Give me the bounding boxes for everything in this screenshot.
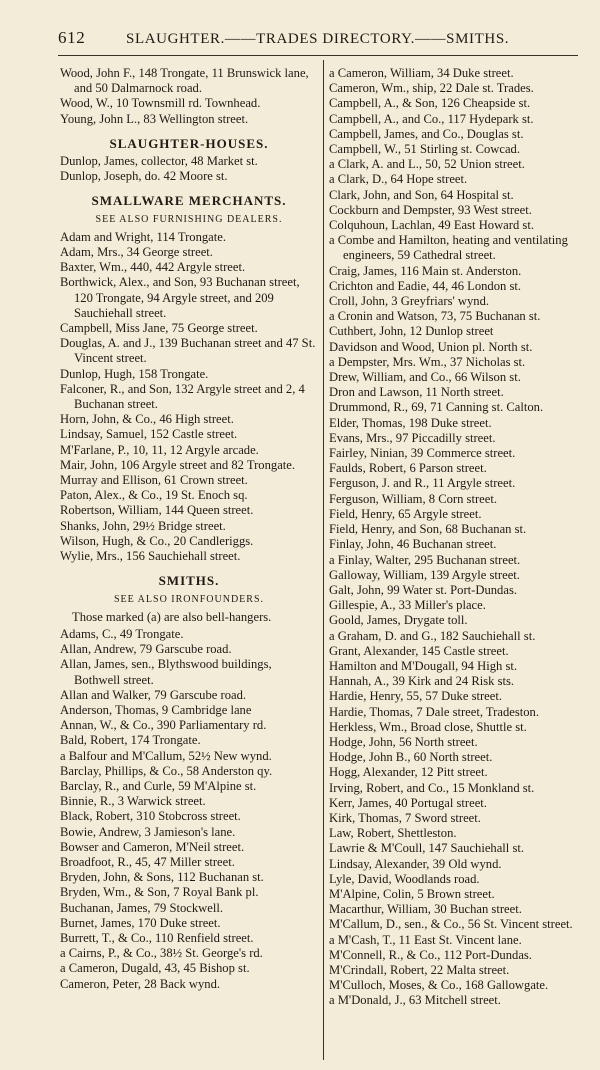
header-rule — [58, 55, 578, 56]
directory-entry: Wylie, Mrs., 156 Sauchiehall street. — [60, 549, 241, 564]
section-heading-smiths: SMITHS. — [158, 573, 220, 589]
directory-entry: Murray and Ellison, 61 Crown street. — [60, 473, 248, 488]
directory-entry: Ferguson, William, 8 Corn street. — [329, 491, 497, 506]
directory-entry: Dunlop, Hugh, 158 Trongate. — [60, 366, 209, 381]
left-column — [60, 66, 318, 992]
directory-entry: Hamilton and M'Dougall, 94 High st. — [329, 658, 518, 673]
directory-entry: Faulds, Robert, 6 Parson street. — [329, 461, 487, 476]
directory-entry: Lawrie & M'Coull, 147 Sauchiehall st. — [329, 841, 524, 856]
directory-entry: Horn, John, & Co., 46 High street. — [60, 412, 234, 427]
column-divider — [323, 60, 324, 1060]
directory-entry: Barclay, Phillips, & Co., 58 Anderston qy. — [60, 763, 273, 778]
smiths-list-continued — [329, 66, 581, 1009]
directory-entry: Adam, Mrs., 34 George street. — [60, 245, 213, 260]
directory-entry: Burrett, T., & Co., 110 Renfield street. — [60, 930, 254, 945]
directory-entry: Crichton and Eadie, 44, 46 London st. — [329, 278, 522, 293]
running-header — [58, 28, 578, 48]
directory-entry: a M'Cash, T., 11 East St. Vincent lane. — [329, 932, 522, 947]
directory-entry: Hodge, John, 56 North street. — [329, 734, 478, 749]
directory-entry: a Finlay, Walter, 295 Buchanan street. — [329, 552, 521, 567]
directory-entry: a Dempster, Mrs. Wm., 37 Nicholas st. — [329, 354, 526, 369]
directory-entry: Cameron, Wm., ship, 22 Dale st. Trades. — [329, 81, 534, 96]
directory-entry: Campbell, James, and Co., Douglas st. — [329, 126, 524, 141]
directory-entry: Field, Henry, 65 Argyle street. — [329, 506, 482, 521]
directory-entry: Davidson and Wood, Union pl. North st. — [329, 339, 533, 354]
directory-entry: Cockburn and Dempster, 93 West street. — [329, 202, 532, 217]
smiths-see-also: SEE ALSO IRONFOUNDERS. — [113, 593, 265, 605]
directory-entry: Baxter, Wm., 440, 442 Argyle street. — [60, 260, 246, 275]
directory-entry: a Cairns, P., & Co., 38½ St. George's rd. — [60, 946, 263, 961]
directory-entry: a Balfour and M'Callum, 52½ New wynd. — [60, 748, 272, 763]
directory-entry: Bryden, Wm., & Son, 7 Royal Bank pl. — [60, 885, 259, 900]
directory-entry: Irving, Robert, and Co., 15 Monkland st. — [329, 780, 535, 795]
directory-entry: a Combe and Hamilton, heating and ventilating engineers, 59 Cathedral street. — [329, 233, 568, 263]
directory-entry: Annan, W., & Co., 390 Parliamentary rd. — [60, 718, 267, 733]
directory-entry: Finlay, John, 46 Buchanan street. — [329, 537, 497, 552]
directory-entry: M'Alpine, Colin, 5 Brown street. — [329, 886, 495, 901]
directory-entry: Bald, Robert, 174 Trongate. — [60, 733, 201, 748]
directory-entry: Barclay, R., and Curle, 59 M'Alpine st. — [60, 778, 257, 793]
directory-entry: Lindsay, Alexander, 39 Old wynd. — [329, 856, 502, 871]
directory-entry: Bowie, Andrew, 3 Jamieson's lane. — [60, 824, 236, 839]
smiths-list — [60, 627, 318, 992]
directory-entry: M'Culloch, Moses, & Co., 168 Gallowgate. — [329, 978, 549, 993]
directory-entry: Wood, John F., 148 Trongate, 11 Brunswick lane, and 50 Dalmarnock road. — [60, 66, 309, 96]
directory-entry: Adams, C., 49 Trongate. — [60, 626, 184, 641]
directory-entry: Hardie, Henry, 55, 57 Duke street. — [329, 689, 502, 704]
directory-entry: Wood, W., 10 Townsmill rd. Townhead. — [60, 96, 261, 111]
directory-entry: Bowser and Cameron, M'Neil street. — [60, 839, 245, 854]
directory-entry: a Clark, D., 64 Hope street. — [329, 172, 468, 187]
directory-entry: Borthwick, Alex., and Son, 93 Buchanan street, 120 Trongate, 94 Argyle street, and 209 Sauchiehall street. — [60, 275, 300, 320]
directory-entry: Dunlop, Joseph, do. 42 Moore st. — [60, 169, 228, 184]
slaughter-houses-list — [60, 154, 318, 184]
directory-entry: Croll, John, 3 Greyfriars' wynd. — [329, 294, 490, 309]
directory-entry: Hannah, A., 39 Kirk and 24 Risk sts. — [329, 674, 515, 689]
directory-entry: Craig, James, 116 Main st. Anderston. — [329, 263, 522, 278]
directory-entry: Allan and Walker, 79 Garscube road. — [60, 687, 247, 702]
directory-entry: Binnie, R., 3 Warwick street. — [60, 794, 206, 809]
directory-entry: Adam and Wright, 114 Trongate. — [60, 229, 226, 244]
directory-entry: Robertson, William, 144 Queen street. — [60, 503, 254, 518]
directory-entry: Allan, James, sen., Blythswood buildings, Bothwell street. — [60, 657, 272, 687]
directory-entry: Allan, Andrew, 79 Garscube road. — [60, 642, 232, 657]
directory-entry: Douglas, A. and J., 139 Buchanan street and 47 St. Vincent street. — [60, 336, 316, 366]
directory-entry: Young, John L., 83 Wellington street. — [60, 111, 249, 126]
directory-entry: Lindsay, Samuel, 152 Castle street. — [60, 427, 238, 442]
directory-entry: Anderson, Thomas, 9 Cambridge lane — [60, 702, 252, 717]
page-number: 612 — [58, 28, 86, 47]
directory-entry: M'Connell, R., & Co., 112 Port-Dundas. — [329, 947, 532, 962]
directory-entry: Law, Robert, Shettleston. — [329, 826, 457, 841]
directory-entry: Broadfoot, R., 45, 47 Miller street. — [60, 854, 235, 869]
directory-entry: Paton, Alex., & Co., 19 St. Enoch sq. — [60, 488, 248, 503]
smiths-bell-hangers-note: Those marked (a) are also bell-hangers. — [72, 609, 272, 624]
directory-entry: M'Farlane, P., 10, 11, 12 Argyle arcade. — [60, 442, 259, 457]
section-heading-slaughter-houses: SLAUGHTER-HOUSES. — [109, 135, 269, 151]
directory-entry: Lyle, David, Woodlands road. — [329, 871, 480, 886]
running-title: SLAUGHTER.——TRADES DIRECTORY.——SMITHS. — [126, 31, 510, 47]
directory-entry: Black, Robert, 310 Stobcross street. — [60, 809, 241, 824]
directory-entry: Hardie, Thomas, 7 Dale street, Tradeston. — [329, 704, 539, 719]
directory-entry: a Cameron, William, 34 Duke street. — [329, 66, 514, 80]
directory-entry: Drew, William, and Co., 66 Wilson st. — [329, 370, 521, 385]
directory-entry: a Clark, A. and L., 50, 52 Union street. — [329, 157, 525, 172]
directory-entry: Herkless, Wm., Broad close, Shuttle st. — [329, 719, 527, 734]
smallware-see-also: SEE ALSO FURNISHING DEALERS. — [95, 213, 283, 225]
directory-entry: Galt, John, 99 Water st. Port-Dundas. — [329, 582, 517, 597]
directory-entry: Evans, Mrs., 97 Piccadilly street. — [329, 430, 496, 445]
directory-entry: Campbell, W., 51 Stirling st. Cowcad. — [329, 142, 521, 157]
directory-entry: Cameron, Peter, 28 Back wynd. — [60, 976, 221, 991]
section-heading-smallware: SMALLWARE MERCHANTS. — [91, 193, 287, 209]
directory-entry: Drummond, R., 69, 71 Canning st. Calton. — [329, 400, 544, 415]
directory-entry: a Cronin and Watson, 73, 75 Buchanan st. — [329, 309, 541, 324]
directory-entry: Hodge, John B., 60 North street. — [329, 750, 493, 765]
directory-entry: Hogg, Alexander, 12 Pitt street. — [329, 765, 488, 780]
directory-entry: Cuthbert, John, 12 Dunlop street — [329, 324, 494, 339]
directory-entry: a Cameron, Dugald, 43, 45 Bishop st. — [60, 961, 250, 976]
directory-entry: Buchanan, James, 79 Stockwell. — [60, 900, 223, 915]
directory-entry: Dron and Lawson, 11 North street. — [329, 385, 504, 400]
directory-entry: Campbell, A., & Son, 126 Cheapside st. — [329, 96, 531, 111]
directory-entry: Bryden, John, & Sons, 112 Buchanan st. — [60, 870, 264, 885]
directory-entry: M'Callum, D., sen., & Co., 56 St. Vincent street. — [329, 917, 573, 932]
directory-entry: Galloway, William, 139 Argyle street. — [329, 567, 520, 582]
directory-entry: Campbell, Miss Jane, 75 George street. — [60, 321, 258, 336]
directory-entry: Field, Henry, and Son, 68 Buchanan st. — [329, 522, 527, 537]
directory-entry: Dunlop, James, collector, 48 Market st. — [60, 154, 258, 169]
right-column — [329, 66, 581, 1009]
directory-entry: a Graham, D. and G., 182 Sauchiehall st. — [329, 628, 536, 643]
directory-entry: Goold, James, Drygate toll. — [329, 613, 468, 628]
directory-entry: Ferguson, J. and R., 11 Argyle street. — [329, 476, 516, 491]
directory-entry: Wilson, Hugh, & Co., 20 Candleriggs. — [60, 533, 254, 548]
directory-entry: Elder, Thomas, 198 Duke street. — [329, 415, 492, 430]
directory-entry: Mair, John, 106 Argyle street and 82 Trongate. — [60, 457, 296, 472]
directory-entry: Colquhoun, Lachlan, 49 East Howard st. — [329, 218, 534, 233]
left-top-list — [60, 66, 318, 127]
smallware-list — [60, 230, 318, 564]
directory-entry: a M'Donald, J., 63 Mitchell street. — [329, 993, 501, 1008]
directory-entry: Falconer, R., and Son, 132 Argyle street and 2, 4 Buchanan street. — [60, 381, 305, 412]
directory-entry: Fairley, Ninian, 39 Commerce street. — [329, 446, 516, 461]
directory-entry: Burnet, James, 170 Duke street. — [60, 915, 221, 930]
directory-entry: Shanks, John, 29½ Bridge street. — [60, 518, 226, 533]
directory-entry: Kerr, James, 40 Portugal street. — [329, 795, 487, 810]
directory-entry: Macarthur, William, 30 Buchan street. — [329, 902, 522, 917]
directory-entry: Clark, John, and Son, 64 Hospital st. — [329, 187, 514, 202]
directory-entry: Grant, Alexander, 145 Castle street. — [329, 643, 509, 658]
directory-entry: Campbell, A., and Co., 117 Hydepark st. — [329, 111, 534, 126]
directory-entry: Gillespie, A., 33 Miller's place. — [329, 598, 486, 613]
directory-entry: M'Crindall, Robert, 22 Malta street. — [329, 962, 510, 977]
directory-entry: Kirk, Thomas, 7 Sword street. — [329, 810, 481, 825]
